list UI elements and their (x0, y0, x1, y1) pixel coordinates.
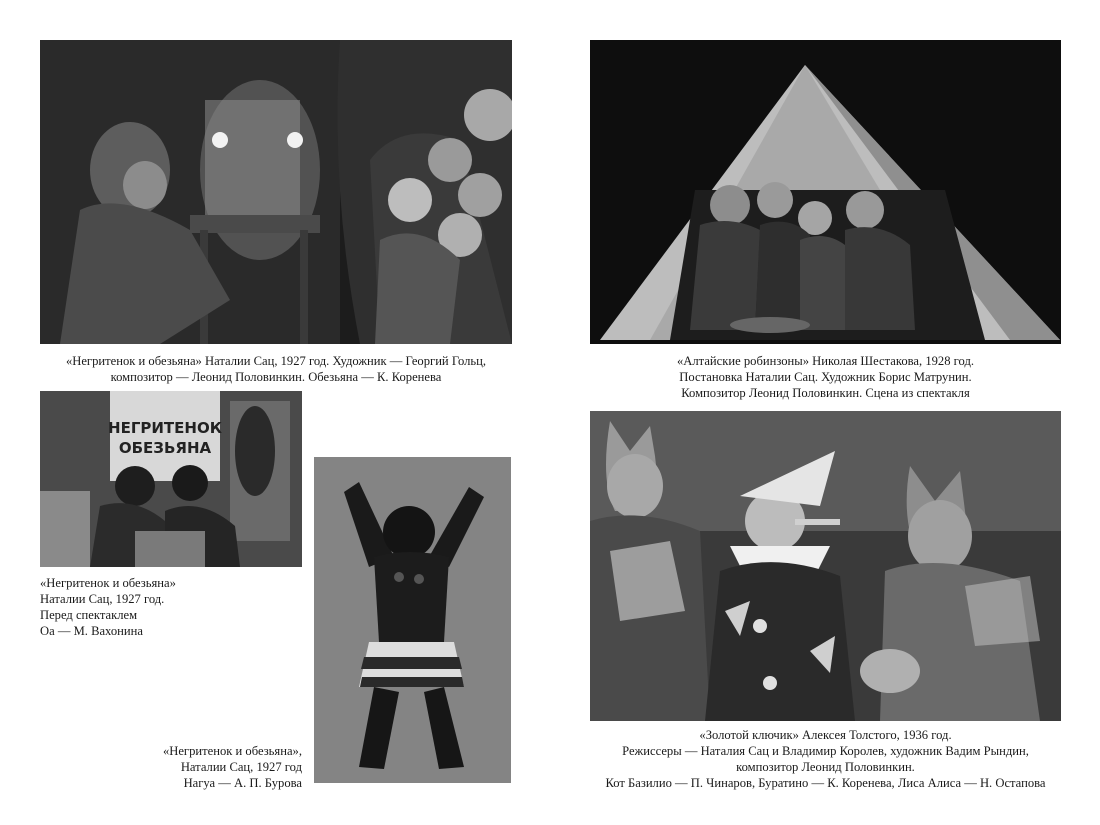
photo-backstage-makeup (40, 391, 302, 567)
caption-photo-1 (40, 353, 512, 385)
caption-line: «Негритенок и обезьяна» Наталии Сац, 1927 год. Художник — Георгий Гольц, (65, 354, 487, 368)
poster-title-line1: НЕГРИТЕНОК (108, 419, 222, 437)
photo-dancer (314, 457, 511, 783)
photo-golden-key-scene (590, 411, 1061, 721)
caption-line: Режиссеры — Наталия Сац и Владимир Королев, художник Вадим Рындин, (622, 744, 1029, 758)
caption-line: Перед спектаклем (40, 608, 138, 622)
caption-line: композитор Леонид Половинкин. (736, 760, 915, 774)
caption-line: композитор — Леонид Половинкин. Обезьяна — К. Коренева (110, 370, 442, 384)
caption-photo-5 (590, 727, 1061, 791)
caption-photo-3 (40, 743, 302, 791)
caption-line: «Алтайские робинзоны» Николая Шестакова, 1928 год. (677, 354, 974, 368)
caption-line: Нагуа — А. П. Бурова (183, 776, 302, 790)
caption-photo-2 (40, 575, 302, 639)
caption-line: «Негритенок и обезьяна» (40, 576, 176, 590)
caption-line: Наталии Сац, 1927 год. (40, 592, 165, 606)
caption-line: Композитор Леонид Половинкин. Сцена из спектакля (681, 386, 970, 400)
caption-line: «Негритенок и обезьяна», (162, 744, 302, 758)
caption-photo-4 (590, 353, 1061, 401)
caption-line: «Золотой ключик» Алексея Толстого, 1936 год. (699, 728, 952, 742)
caption-line: Постановка Наталии Сац. Художник Борис Матрунин. (679, 370, 972, 384)
caption-line: Кот Базилио — П. Чинаров, Буратино — К. Коренева, Лиса Алиса — Н. Остапова (605, 776, 1046, 790)
poster-title-line2: ОБЕЗЬЯНА (118, 439, 212, 457)
caption-line: Наталии Сац, 1927 год (180, 760, 302, 774)
photo-tent-scene (590, 40, 1061, 344)
caption-line: Оа — М. Вахонина (40, 624, 143, 638)
photo-monkey-and-children (40, 40, 512, 344)
